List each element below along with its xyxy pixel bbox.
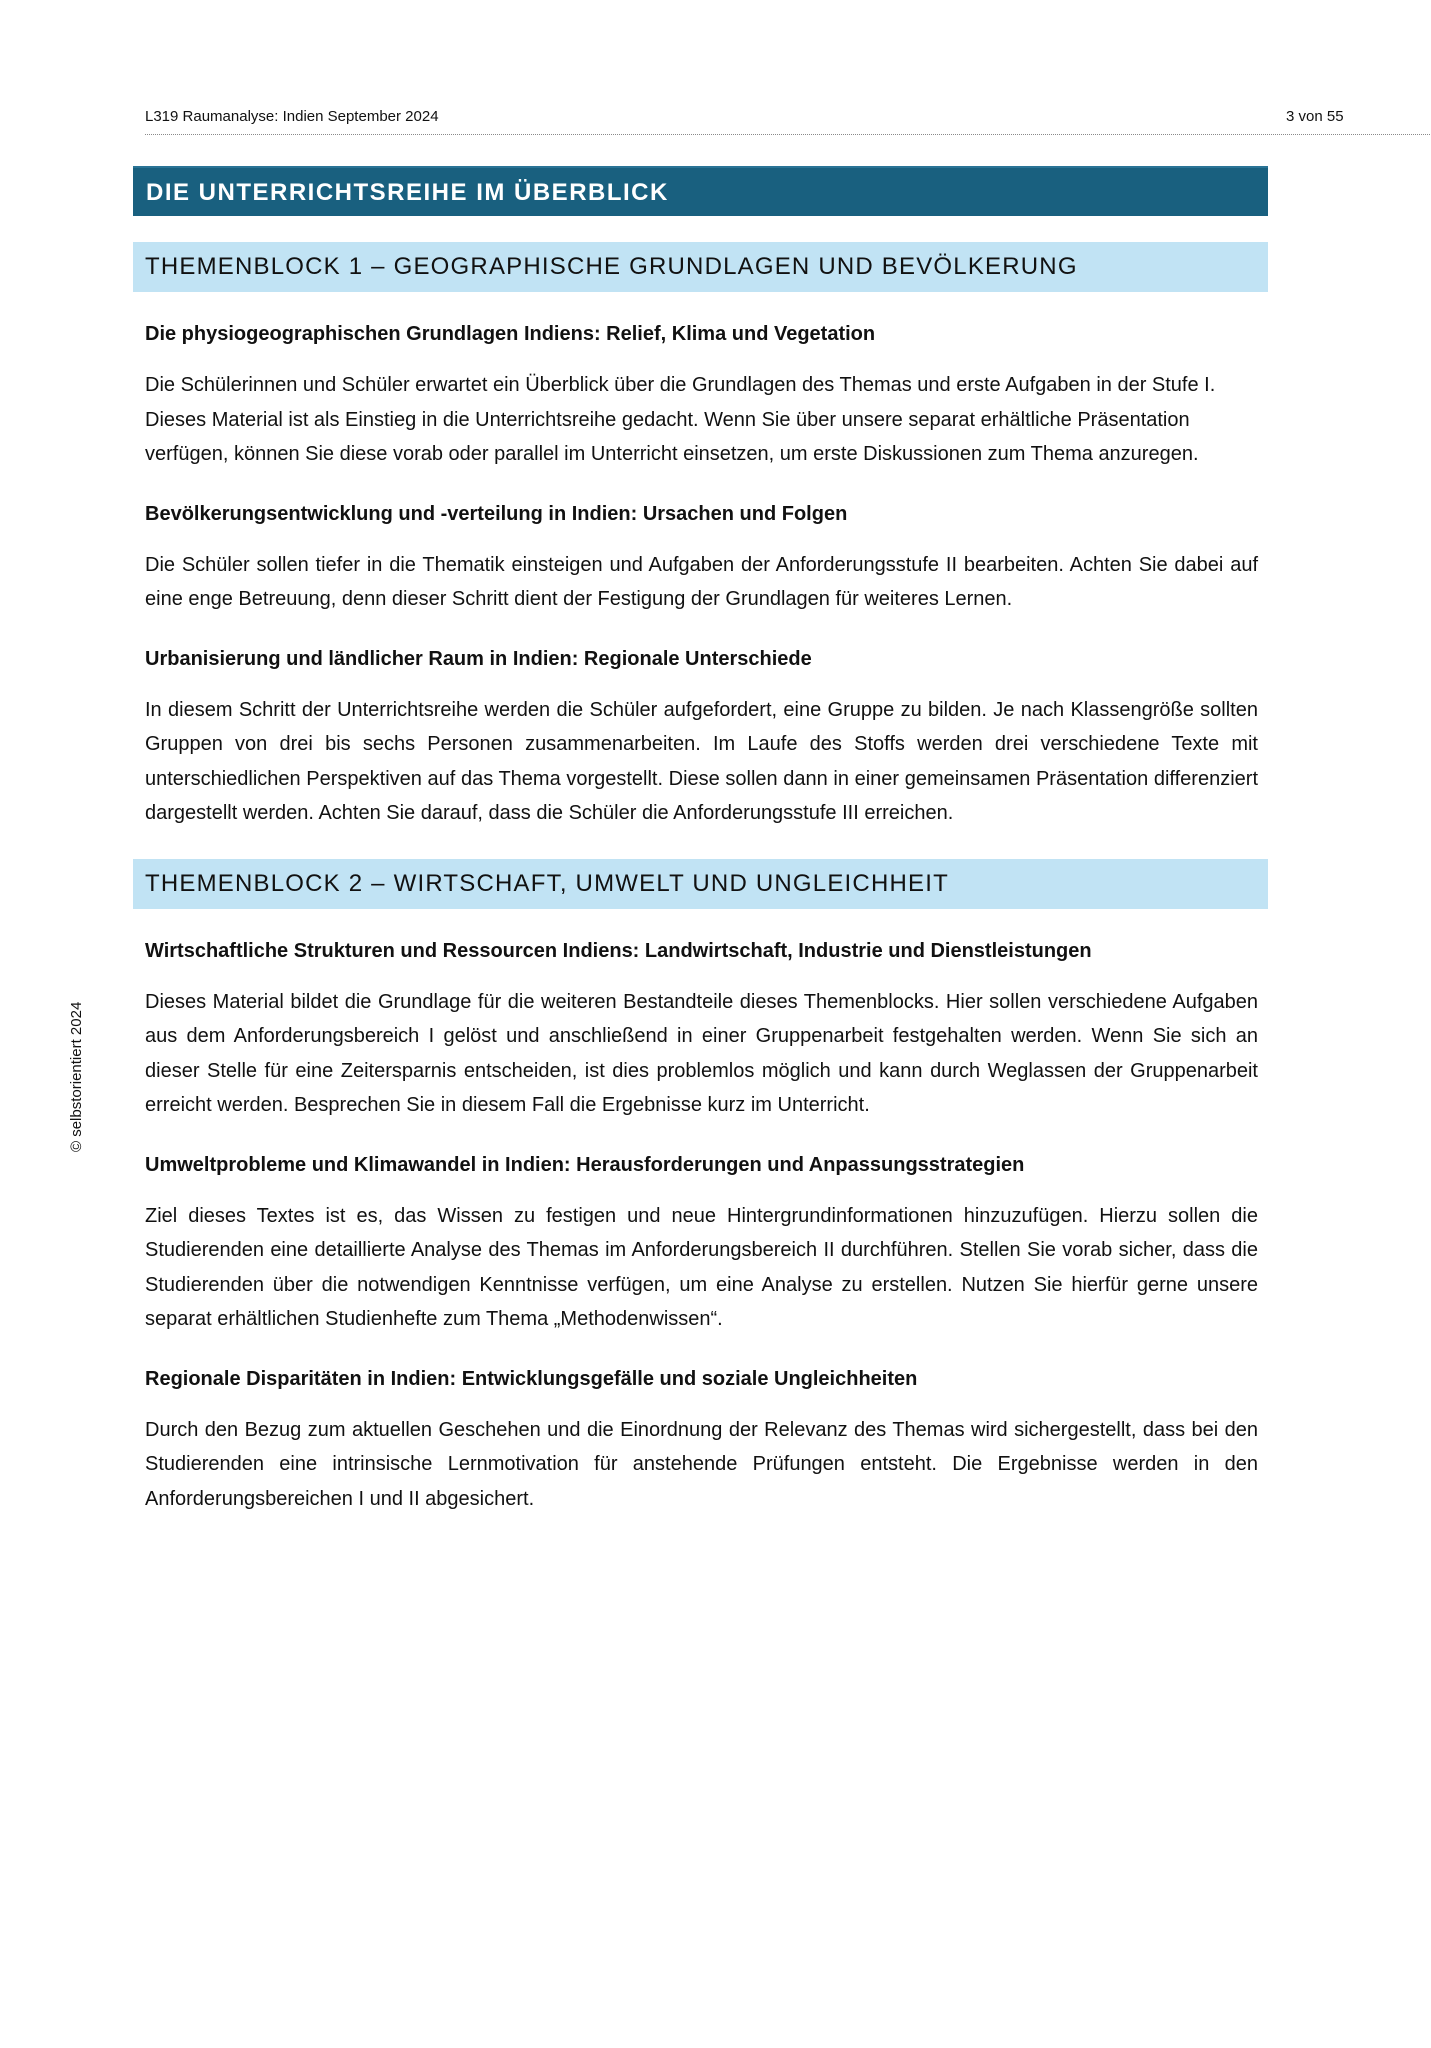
section-text: Durch den Bezug zum aktuellen Geschehen und die Einordnung der Relevanz des Themas wird sichergestellt, dass bei den Studierenden eine intrinsische Lernmotivation für anstehende Prüfungen entsteht. Die Ergebnisse werden in den Anforderungsbereichen I und II abgesichert. — [145, 1418, 1258, 1510]
copyright-note: © selbstorientiert 2024 — [68, 1001, 85, 1152]
section-text: In diesem Schritt der Unterrichtsreihe werden die Schüler aufgefordert, eine Gruppe zu bilden. Je nach Klassengröße sollten Gruppen von drei bis sechs Personen zusammenarbeiten. Im Laufe des Stoffs werden drei verschiedene Texte mit unterschiedlichen Perspektiven auf das Thema vorgestellt. Diese sollen dann in einer gemeinsamen Präsentation differenziert dargestellt werden. Achten Sie darauf, dass die Schüler die Anforderungsstufe III erreichen. — [145, 698, 1258, 824]
section-title: Bevölkerungsentwicklung und -verteilung in Indien: Ursachen und Folgen — [145, 502, 848, 525]
section-text: Die Schüler sollen tiefer in die Thematik einsteigen und Aufgaben der Anforderungsstufe II bearbeiten. Achten Sie dabei auf eine enge Betreuung, denn dieser Schritt dient der Festigung der Grundlagen für weiteres Lernen. — [145, 553, 1258, 610]
themenblock-1-heading: THEMENBLOCK 1 – GEOGRAPHISCHE GRUNDLAGEN UND BEVÖLKERUNG — [133, 242, 1268, 292]
main-heading: DIE UNTERRICHTSREIHE IM ÜBERBLICK — [133, 166, 1268, 216]
section-title: Urbanisierung und ländlicher Raum in Indien: Regionale Unterschiede — [145, 647, 812, 670]
themenblock-1-sections — [133, 320, 1268, 831]
document-title: L319 Raumanalyse: Indien September 2024 — [145, 108, 439, 125]
section-title: Regionale Disparitäten in Indien: Entwicklungsgefälle und soziale Ungleichheiten — [145, 1367, 918, 1390]
section-title: Wirtschaftliche Strukturen und Ressourcen Indiens: Landwirtschaft, Industrie und Dienstleistungen — [145, 939, 1092, 962]
section-text: Die Schülerinnen und Schüler erwartet ein Überblick über die Grundlagen des Themas und erste Aufgaben in der Stufe I. Dieses Material ist als Einstieg in die Unterrichtsreihe gedacht. Wenn Sie über unsere separat erhältliche Präsentation verfügen, können Sie diese vorab oder parallel im Unterricht einsetzen, um erste Diskussionen zum Thema anzuregen. — [145, 374, 1216, 465]
page-number: 3 von 55 — [1286, 108, 1344, 125]
page-header — [145, 108, 1430, 135]
themenblock-2-heading: THEMENBLOCK 2 – WIRTSCHAFT, UMWELT UND UNGLEICHHEIT — [133, 859, 1268, 909]
section-title: Die physiogeographischen Grundlagen Indiens: Relief, Klima und Vegetation — [145, 323, 876, 345]
themenblock-2-sections — [133, 937, 1268, 1517]
page-content — [133, 166, 1268, 1516]
section-text: Dieses Material bildet die Grundlage für die weiteren Bestandteile dieses Themenblocks. Hier sollen verschiedene Aufgaben aus dem Anforderungsbereich I gelöst und anschließend in einer Gruppenarbeit festgehalten werden. Wenn Sie sich an dieser Stelle für eine Zeitersparnis entscheiden, ist dies problemlos möglich und kann durch Weglassen der Gruppenarbeit erreicht werden. Besprechen Sie in diesem Fall die Ergebnisse kurz im Unterricht. — [145, 990, 1258, 1116]
section-title: Umweltprobleme und Klimawandel in Indien: Herausforderungen und Anpassungsstrategien — [145, 1153, 1025, 1176]
section-text: Ziel dieses Textes ist es, das Wissen zu festigen und neue Hintergrundinformationen hinzuzufügen. Hierzu sollen die Studierenden eine detaillierte Analyse des Themas im Anforderungsbereich II durchführen. Stellen Sie vorab sicher, dass die Studierenden über die notwendigen Kenntnisse verfügen, um eine Analyse zu erstellen. Nutzen Sie hierfür gerne unsere separat erhältlichen Studienhefte zum Thema „Methodenwissen“. — [145, 1204, 1258, 1330]
